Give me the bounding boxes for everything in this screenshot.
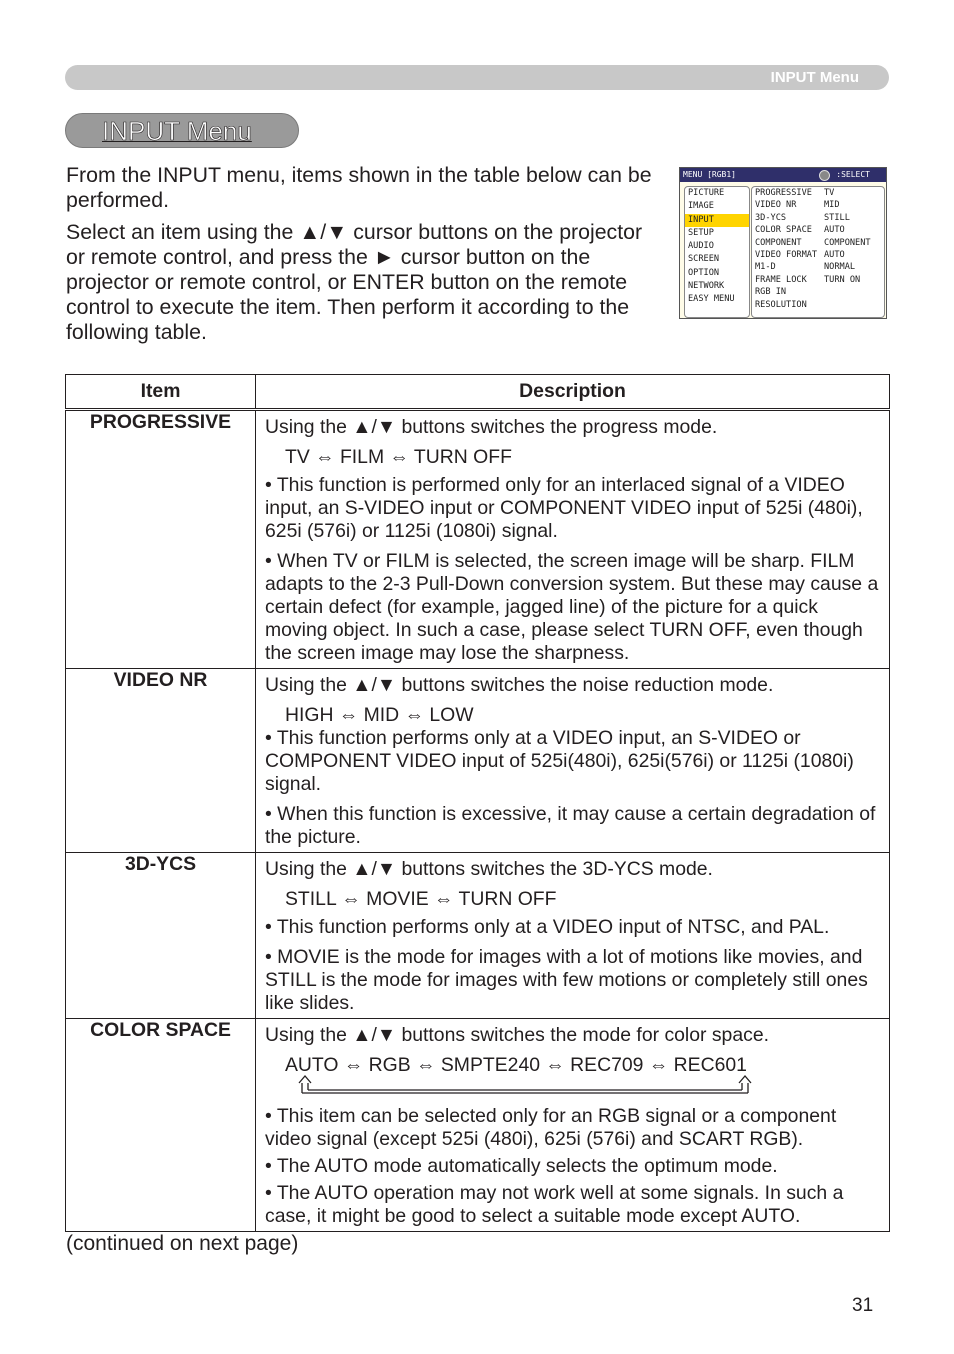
osd-setting-key: COMPONENT — [755, 237, 802, 248]
section-title: INPUT Menu — [102, 116, 252, 146]
column-header-description: Description — [256, 375, 890, 410]
description-note: • When TV or FILM is selected, the screen image will be sharp. FILM adapts to the 2-3 Pull-Down conversion system. But these may cause a certain defect (for example, jagged line) of the picture for a quick moving object. In such a case, please select TURN OFF, even though the screen image may lose the sharpness. — [265, 550, 879, 664]
osd-main-menu — [684, 186, 750, 318]
description-line: Using the ▲/▼ buttons switches the noise reduction mode. — [265, 674, 774, 696]
loop-arrow-icon — [295, 1073, 755, 1099]
osd-menu-item: SETUP — [688, 227, 714, 238]
description-note: • This function performs only at a VIDEO input, an S-VIDEO or COMPONENT VIDEO input of 525i(480i), 625i(576i) or 1125i (1080i) signal. — [265, 727, 854, 795]
description-note: • The AUTO operation may not work well at some signals. In such a case, it might be good to select a suitable mode except AUTO. — [265, 1182, 844, 1227]
osd-setting-row — [752, 237, 884, 249]
osd-setting-row — [752, 249, 884, 261]
osd-setting-value: TV — [824, 188, 835, 198]
table-row — [66, 1019, 890, 1232]
osd-setting-row — [752, 187, 884, 199]
description-note: • MOVIE is the mode for images with a lot of motions like movies, and STILL is the mode for images with few motions or completely still ones like slides. — [265, 946, 868, 1014]
osd-menu-item: PICTURE — [688, 188, 725, 198]
osd-header — [680, 168, 886, 182]
osd-menu-item: IMAGE — [688, 201, 714, 212]
description-note: • This function is performed only for an interlaced signal of a VIDEO input, an S-VIDEO input or COMPONENT VIDEO input of 525i (480i), 625i (576i) or 1125i (1080i) signal. — [265, 474, 863, 542]
mode-sequence: HIGH ⇔ MID ⇔ LOW — [285, 704, 474, 726]
osd-setting-value: NORMAL — [824, 262, 856, 273]
osd-menu-item: NETWORK — [688, 281, 725, 292]
osd-menu-item: OPTION — [688, 267, 720, 278]
item-video-nr: VIDEO NR — [66, 669, 256, 853]
description-note: • This item can be selected only for an RGB signal or a component video signal (except 525i (480i), 625i (576i) and SCART RGB). — [265, 1105, 837, 1150]
osd-header-left: MENU [RGB1] — [683, 170, 736, 179]
description-line: Using the ▲/▼ buttons switches the 3D-YCS mode. — [265, 858, 713, 880]
description-cell — [256, 1019, 890, 1232]
osd-setting-row — [752, 261, 884, 273]
osd-setting-key: 3D-YCS — [755, 212, 787, 223]
osd-setting-row — [752, 212, 884, 224]
osd-header-right: :SELECT — [836, 170, 870, 179]
description-note: • This function performs only at a VIDEO input of NTSC, and PAL. — [265, 916, 830, 938]
table-row — [66, 853, 890, 1019]
intro-text — [66, 163, 666, 352]
osd-setting-row — [752, 199, 884, 211]
osd-setting-key: FRAME LOCK — [755, 274, 807, 285]
column-header-item: Item — [66, 375, 256, 410]
page-number: 31 — [852, 1295, 874, 1316]
osd-menu-item: SCREEN — [688, 254, 720, 265]
mode-sequence: STILL ⇔ MOVIE ⇔ TURN OFF — [285, 888, 557, 910]
osd-setting-row — [752, 274, 884, 286]
section-title-pill — [65, 113, 299, 148]
description-cell — [256, 410, 890, 669]
dial-icon — [819, 170, 830, 181]
osd-setting-row — [752, 286, 884, 298]
osd-menu-item: AUDIO — [688, 241, 714, 252]
osd-menu-screenshot — [679, 167, 887, 319]
osd-setting-value: COMPONENT — [824, 237, 871, 248]
osd-settings-list — [751, 186, 885, 318]
description-note: • The AUTO mode automatically selects the optimum mode. — [265, 1155, 778, 1177]
osd-setting-value: STILL — [824, 212, 850, 223]
running-header-title: INPUT Menu — [770, 69, 859, 86]
continued-note: (continued on next page) — [66, 1232, 299, 1255]
table-row — [66, 410, 890, 669]
mode-sequence: TV ⇔ FILM ⇔ TURN OFF — [285, 446, 512, 468]
osd-setting-key: COLOR SPACE — [755, 225, 812, 236]
osd-setting-key: VIDEO NR — [755, 200, 797, 211]
osd-menu-item: EASY MENU — [688, 294, 735, 305]
osd-setting-key: M1-D — [755, 262, 776, 273]
mode-sequence: AUTO ⇔ RGB ⇔ SMPTE240 ⇔ REC709 ⇔ REC601 — [285, 1054, 747, 1076]
item-3d-ycs: 3D-YCS — [66, 853, 256, 1019]
osd-setting-key: RESOLUTION — [755, 299, 807, 310]
running-header-bar — [65, 65, 889, 90]
osd-setting-row — [752, 299, 884, 311]
osd-setting-value: AUTO — [824, 225, 845, 236]
description-cell — [256, 853, 890, 1019]
osd-setting-value: TURN ON — [824, 274, 861, 285]
osd-setting-row — [752, 224, 884, 236]
intro-paragraph-2: Select an item using the ▲/▼ cursor buttons on the projector or remote control, and press the ► cursor button on the projector or remote control, or ENTER button on the remote control to execute the item. Then perform it according to the following table. — [66, 220, 643, 344]
osd-setting-key: VIDEO FORMAT — [755, 249, 818, 260]
osd-setting-key: PROGRESSIVE — [755, 188, 812, 198]
osd-setting-value: MID — [824, 200, 840, 211]
osd-setting-value: AUTO — [824, 249, 845, 260]
description-cell — [256, 669, 890, 853]
osd-menu-item-selected: INPUT — [685, 214, 749, 227]
intro-paragraph-1: From the INPUT menu, items shown in the table below can be performed. — [66, 163, 652, 212]
description-line: Using the ▲/▼ buttons switches the mode for color space. — [265, 1024, 769, 1046]
osd-setting-key: RGB IN — [755, 287, 787, 298]
table-row — [66, 669, 890, 853]
item-progressive: PROGRESSIVE — [66, 410, 256, 669]
item-color-space: COLOR SPACE — [66, 1019, 256, 1232]
description-line: Using the ▲/▼ buttons switches the progress mode. — [265, 416, 718, 438]
description-note: • When this function is excessive, it may cause a certain degradation of the picture. — [265, 803, 876, 848]
loop-arrow — [265, 1073, 881, 1099]
table-header-row — [66, 375, 890, 410]
input-menu-table — [65, 374, 890, 1232]
